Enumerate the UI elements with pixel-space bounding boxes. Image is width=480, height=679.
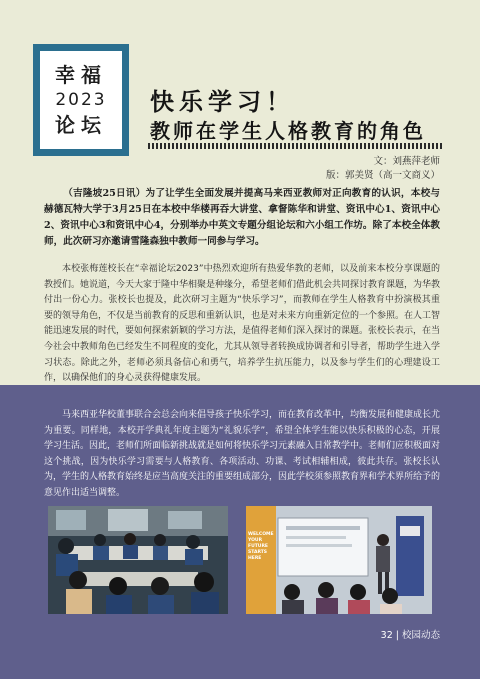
photo-classroom-illustration xyxy=(48,506,228,614)
forum-logo xyxy=(33,44,129,156)
article-title: 快乐学习！ xyxy=(150,87,295,116)
article-subtitle: 教师在学生人格教育的角色 xyxy=(150,119,426,143)
banner-line-5: HERE xyxy=(248,556,262,561)
title-underline xyxy=(148,143,444,149)
page-footer: 32 | 校园动态 xyxy=(380,630,440,641)
logo-line-2: 2023 xyxy=(55,90,107,110)
banner-line-2: YOUR xyxy=(248,538,263,543)
welcome-banner xyxy=(248,532,276,562)
photo-classroom-workshop xyxy=(48,506,228,614)
article-credits xyxy=(326,155,440,183)
body-text-1: 本校张梅莲校长在“幸福论坛2023”中热烈欢迎所有热爱华教的老师，以及前来本校分享课题的教授们。她说道，今天大家于隆中华相聚是种缘分，希望老师们借此机会共同探讨教育课题，为华教付出一份心力。张校长也提及，此次研习主题为“快乐学习”，而教师在学生人格教育中扮演极其重要的领导角色，不仅是当前教育的反思和重新认识，也是对未来方向重新定位的一个参照。在人工智能迅速发展的时代，要如何探索新颖的学习方法，是值得老师们深入探讨的课题。张校长表示，在当今社会中教师角色已经发生不同程度的变化，尤其从领导者转换成协调者和引导者，帮助学生进入学习状态。除此之外，老师必须具备信心和勇气，培养学生抗压能力，以及参与学生们的心理建设工作，以确保他们的身心灵获得健康发展。 xyxy=(44,264,441,384)
logo-line-3: 论坛 xyxy=(55,113,107,137)
banner-line-1: WELCOME xyxy=(248,532,274,537)
body-paragraph-2 xyxy=(44,408,440,502)
photo-speaker-presentation xyxy=(246,506,432,614)
credit-author: 文：刘燕萍老师 xyxy=(373,156,440,167)
banner-line-4: STARTS xyxy=(248,550,268,555)
banner-line-3: FUTURE xyxy=(248,544,268,549)
lead-paragraph xyxy=(44,186,440,250)
body-paragraph-1 xyxy=(44,262,440,387)
body-text-2: 马来西亚华校董事联合会总会向来倡导孩子快乐学习，而在教育改革中，均衡发展和健康成长尤为重要。同样地，本校开学典礼年度主题为“礼貌乐学”，希望全体学生能以快乐积极的心态，开展学习生活。因此，老师们所面临新挑战就是如何将快乐学习元素融入日常教学中。老师们应积极面对这个挑战，因为快乐学习需要与人格教育、各项活动、功课、考试相辅相成，彼此共存。张校长认为，学生的人格教育始终是应当高度关注的重要组成部分，因此学校须参照教育界和学术界所给予的意见作出适当调整。 xyxy=(44,410,441,498)
logo-line-1: 幸福 xyxy=(55,63,107,87)
credit-layout: 版：郭美贤（高一文商义） xyxy=(325,170,440,181)
lead-text: （吉隆坡25日讯）为了让学生全面发展并提高马来西亚教师对正向教育的认识，本校与赫德瓦特大学于3月25日在本校中华楼再吞大讲堂、拿督陈华和讲堂、资讯中心1、资讯中心2、资讯中心3和资讯中心4，分别举办中英文专题分组论坛和六小组工作坊。除了本校全体教师，此次研习亦邀请雪隆森独中教师一同参与学习。 xyxy=(44,188,440,247)
forum-logo-inner xyxy=(39,50,123,150)
